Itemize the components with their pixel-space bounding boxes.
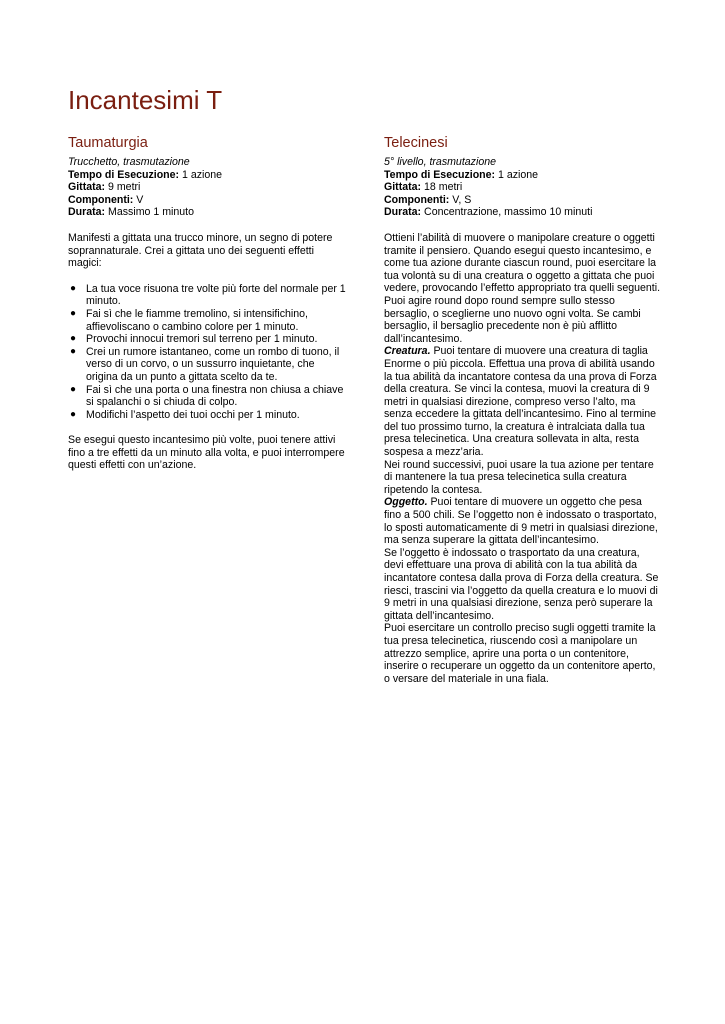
spell-meta: [384, 156, 660, 219]
spell-name: Taumaturgia: [68, 135, 148, 151]
duration: [68, 206, 348, 219]
range-label: Gittata:: [384, 181, 422, 194]
list-item-text: Modifichi l’aspetto dei tuoi occhi per 1 minuto.: [86, 408, 300, 421]
object-paragraph-3: Puoi esercitare un controllo preciso sugli oggetti tramite la tua presa telecinetica, riuscendo così a manipolare un attrezzo semplice, aprire una porta o un contenitore, inserire o recuperare un oggetto da un contenitore aperto, o versare del materiale in una fiala.: [384, 622, 656, 685]
list-item: [68, 308, 348, 333]
spell-intro: Manifesti a gittata una trucco minore, un segno di potere soprannaturale. Crei a gittata uno dei seguenti effetti magici:: [68, 231, 333, 270]
spell-kind: 5° livello, trasmutazione: [384, 156, 496, 168]
casting-time-value: 1 azione: [495, 168, 539, 181]
creature-paragraph: [384, 345, 660, 458]
duration-value: Concentrazione, massimo 10 minuti: [421, 206, 593, 219]
components: [384, 194, 660, 207]
components-value: V, S: [449, 193, 472, 206]
spell-meta: [68, 156, 348, 219]
range-label: Gittata:: [68, 181, 106, 194]
list-item: [68, 283, 348, 308]
casting-time: [384, 169, 660, 182]
range-value: 9 metri: [105, 181, 141, 194]
bullet-icon: ●: [70, 282, 77, 294]
list-item-text: Crei un rumore istantaneo, come un rombo di tuono, il verso di un corvo, o un sussurro inquietante, che origina da un punto a gittata scelto da te.: [86, 345, 340, 383]
object-text: Puoi tentare di muovere un oggetto che pesa fino a 500 chili. Se l’oggetto non è indossato o trasportato, lo sposti automaticamente di 9 metri in qualsiasi direzione, ma senza superare la gittata dell’incantesimo.: [384, 496, 658, 547]
creature-paragraph-2: Nei round successivi, puoi usare la tua azione per tentare di mantenere la tua presa telecinetica sulla creatura ripetendo la contesa.: [384, 458, 654, 496]
object-paragraph: [384, 496, 660, 546]
bullet-icon: ●: [70, 383, 77, 395]
spell-intro: Ottieni l’abilità di muovere o manipolare creature o oggetti tramite il pensiero. Quando esegui questo incantesimo, e come tua azione durante ciascun round, puoi esercitare la tua volontà su di una creatura o oggetto a gittata che puoi vedere, provocando l’effetto appropriato tra quelli seguenti. Puoi agire round dopo round sempre sullo stesso bersaglio, o sceglierne uno nuovo ogni volta. Se cambi bersaglio, il bersaglio precedente non è più afflitto dall’incantesimo.: [384, 231, 661, 345]
range: [68, 181, 348, 194]
bullet-icon: ●: [70, 345, 77, 357]
components-label: Componenti:: [384, 193, 450, 206]
list-item: [68, 333, 348, 346]
object-label: Oggetto.: [384, 496, 428, 509]
casting-time-label: Tempo di Esecuzione:: [384, 168, 496, 181]
object-paragraph-2: Se l’oggetto è indossato o trasportato da una creatura, devi effettuare una prova di abilità con la tua abilità da incantatore contesa dalla prova di Forza della creatura. Se riesci, trascini via l’oggetto da quella creatura e lo muovi di 9 metri in una qualsiasi direzione, senza però superare la gittata dell’incantesimo.: [384, 546, 659, 622]
list-item: [68, 384, 348, 409]
list-item: [68, 409, 348, 422]
page-title: Incantesimi T: [68, 85, 223, 115]
components: [68, 194, 348, 207]
casting-time-label: Tempo di Esecuzione:: [68, 168, 180, 181]
list-item-text: Fai sì che una porta o una finestra non chiusa a chiave si spalanchi o si chiuda di colpo.: [86, 383, 344, 409]
spell-taumaturgia: [68, 134, 348, 472]
list-item-text: Provochi innocui tremori sul terreno per 1 minuto.: [86, 333, 318, 346]
range-value: 18 metri: [421, 181, 463, 194]
range: [384, 181, 660, 194]
duration-label: Durata:: [68, 206, 106, 219]
duration-label: Durata:: [384, 206, 422, 219]
casting-time: [68, 169, 348, 182]
effects-list: [68, 283, 348, 422]
duration-value: Massimo 1 minuto: [105, 206, 194, 219]
spell-name: Telecinesi: [384, 135, 448, 151]
creature-text: Puoi tentare di muovere una creatura di taglia Enorme o più piccola. Effettua una prova di abilità usando la tua abilità da incantatore contesa da una prova di Forza della creatura. Se vinci la contesa, muovi la creatura di 9 metri in qualsiasi direzione, compreso verso l’alto, ma senza eccedere la gittata dell’incantesimo. Fino al termine del tuo prossimo turno, la creatura è intralciata dalla tua presa telecinetica. Una creatura sollevata in alta, resta sospesa a mezz’aria.: [384, 345, 657, 459]
spell-outro: Se esegui questo incantesimo più volte, puoi tenere attivi fino a tre effetti da un minuto alla volta, e puoi interrompere questi effetti con un’azione.: [68, 434, 345, 472]
casting-time-value: 1 azione: [179, 168, 223, 181]
duration: [384, 206, 660, 219]
components-value: V: [133, 193, 144, 206]
bullet-icon: ●: [70, 307, 77, 319]
list-item-text: La tua voce risuona tre volte più forte del normale per 1 minuto.: [86, 282, 346, 308]
spell-kind: Trucchetto, trasmutazione: [68, 156, 190, 168]
spell-telecinesi: [384, 134, 660, 685]
list-item-text: Fai sì che le fiamme tremolino, si intensifichino, affievoliscano o cambino colore per 1 minuto.: [86, 307, 308, 333]
components-label: Componenti:: [68, 193, 134, 206]
list-item: [68, 346, 348, 384]
bullet-icon: ●: [70, 333, 77, 345]
creature-label: Creatura.: [384, 345, 431, 358]
bullet-icon: ●: [70, 408, 77, 420]
